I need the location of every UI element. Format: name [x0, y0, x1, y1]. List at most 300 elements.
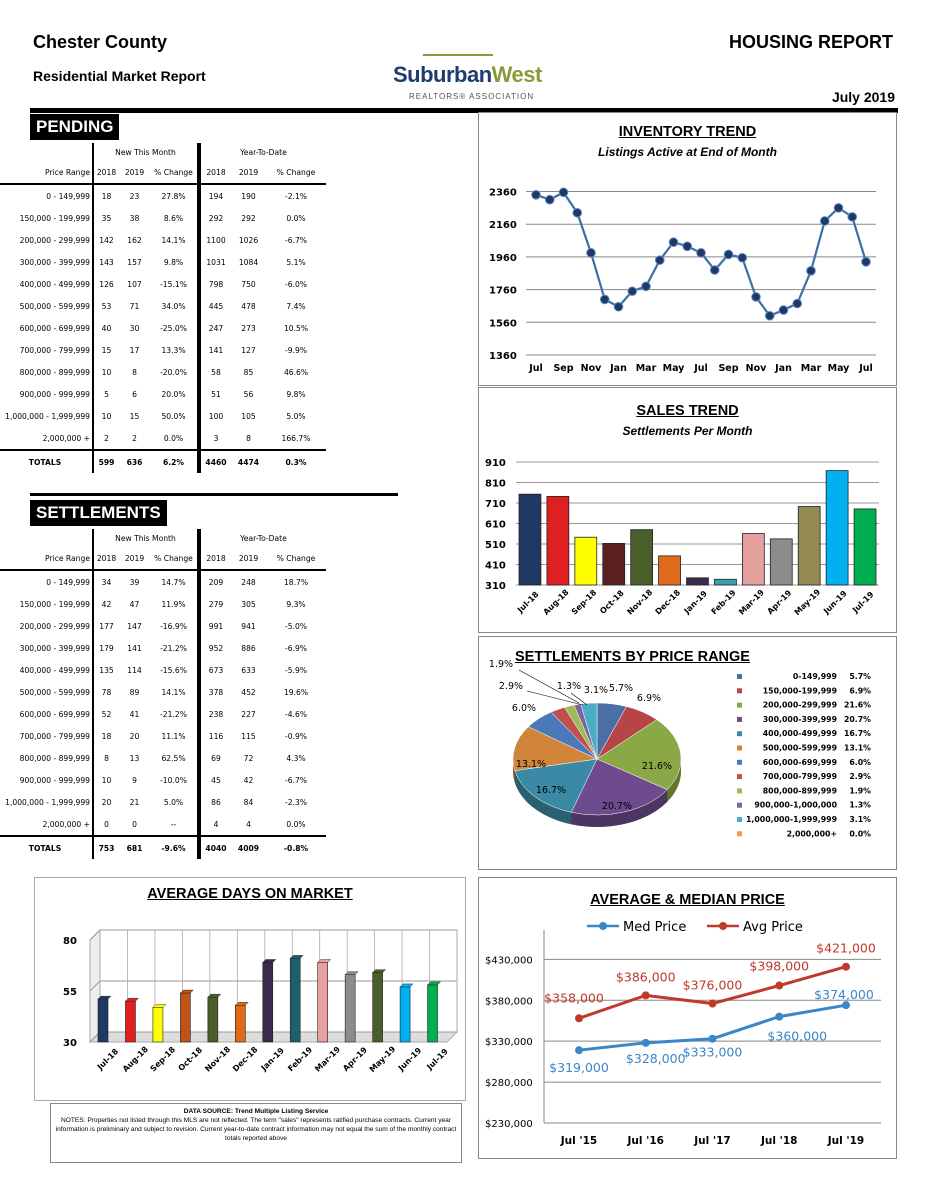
- table-cell: 9.8%: [163, 257, 184, 267]
- column-header: 2018: [199, 547, 231, 570]
- pie-value-label: 5.7%: [608, 683, 634, 694]
- table-cell: 18: [93, 725, 119, 747]
- pie-value-label: 6.9%: [636, 693, 662, 704]
- table-row: [0, 383, 326, 405]
- table-cell: 3: [199, 427, 231, 450]
- table-cell: 700,000 - 799,999: [19, 345, 90, 355]
- table-cell: 11.9%: [161, 599, 186, 609]
- table-cell: 14.1%: [161, 235, 186, 245]
- totals-row: [0, 836, 326, 859]
- x-tick-label: Mar: [635, 363, 657, 374]
- legend-label: 1,000,000-1,999,999: [745, 815, 837, 824]
- table-cell: 4.3%: [286, 753, 306, 763]
- table-row: [0, 207, 326, 229]
- table-cell: 10: [93, 769, 119, 791]
- totals-cell: 6.2%: [150, 450, 199, 473]
- table-cell: -15.6%: [160, 665, 187, 675]
- x-tick-label: Jul '15: [560, 1135, 598, 1147]
- bar: [373, 973, 383, 1042]
- x-tick-label: Nov: [745, 363, 767, 374]
- table-cell: 14.7%: [161, 577, 186, 587]
- x-tick-label: Jul: [694, 363, 708, 374]
- pie-value-label: 16.7%: [535, 785, 567, 796]
- table-cell: 116: [199, 725, 231, 747]
- table-cell: 5: [93, 383, 119, 405]
- column-header: % Change: [266, 547, 326, 570]
- data-label: $360,000: [767, 1028, 828, 1044]
- data-point: [642, 991, 650, 999]
- table-cell: 23: [129, 191, 140, 201]
- table-cell: 600,000 - 699,999: [19, 323, 90, 333]
- y-tick-label: $230,000: [485, 1119, 533, 1130]
- x-tick-label: Aug-18: [120, 1044, 150, 1074]
- table-cell: 10.5%: [283, 323, 309, 333]
- data-point: [709, 1035, 717, 1043]
- table-cell: 8: [246, 433, 251, 443]
- inventory-trend-title: INVENTORY TREND: [618, 124, 757, 140]
- totals-cell: 636: [119, 450, 150, 473]
- pie-value-label: 1.3%: [556, 681, 582, 692]
- table-cell: -2.3%: [284, 797, 308, 807]
- data-point: [669, 238, 678, 247]
- group-ytd-header: Year-To-Date: [199, 529, 326, 547]
- table-cell: 141: [199, 339, 231, 361]
- x-tick-label: Jan-19: [259, 1045, 287, 1073]
- data-point: [848, 213, 857, 222]
- x-tick-label: Jan: [610, 363, 627, 374]
- notes-box: [50, 1103, 462, 1163]
- x-tick-label: Jul-18: [95, 1046, 121, 1072]
- legend-label: 2,000,000+: [786, 829, 837, 839]
- county-title: Chester County: [33, 32, 168, 52]
- data-point: [793, 299, 802, 308]
- table-row: [0, 427, 326, 450]
- table-cell: 0: [132, 819, 137, 829]
- table-cell: 500,000 - 599,999: [19, 301, 90, 311]
- table-cell: 2,000,000 +: [42, 819, 90, 829]
- table-cell: 4: [199, 813, 231, 836]
- x-tick-label: May-19: [367, 1044, 398, 1075]
- data-point: [710, 266, 719, 275]
- days-on-market-panel: [34, 877, 466, 1101]
- table-cell: 2,000,000 +: [42, 433, 90, 443]
- data-point: [683, 242, 692, 251]
- table-cell: 900,000 - 999,999: [19, 775, 90, 785]
- table-cell: 800,000 - 899,999: [19, 753, 90, 763]
- table-cell: 1,000,000 - 1,999,999: [5, 797, 90, 807]
- table-cell: 1026: [238, 235, 259, 245]
- pie-value-label: 2.9%: [498, 681, 524, 692]
- table-cell: 600,000 - 699,999: [19, 709, 90, 719]
- x-tick-label: May-19: [792, 587, 823, 618]
- data-label: $333,000: [682, 1044, 743, 1060]
- legend-label: 900,000-1,000,000: [754, 800, 837, 810]
- y-tick-label: 810: [485, 478, 506, 490]
- data-label: $374,000: [814, 987, 874, 1003]
- table-cell: 209: [199, 570, 231, 593]
- bar: [742, 534, 764, 585]
- table-row: [0, 747, 326, 769]
- table-cell: 114: [127, 665, 142, 675]
- x-tick-label: Nov-18: [203, 1044, 233, 1074]
- table-cell: 69: [199, 747, 231, 769]
- data-label: $386,000: [615, 969, 676, 985]
- data-label: $421,000: [816, 940, 876, 956]
- table-cell: -2.1%: [284, 191, 308, 201]
- legend-label: Med Price: [623, 920, 687, 935]
- table-cell: 27.8%: [161, 191, 186, 201]
- bar: [263, 962, 273, 1042]
- table-cell: 78: [93, 681, 119, 703]
- table-cell: 142: [93, 229, 119, 251]
- sales-trend-panel: [478, 387, 897, 633]
- table-row: [0, 813, 326, 836]
- table-cell: 71: [129, 301, 140, 311]
- bar: [235, 1005, 245, 1042]
- legend-value: 5.7%: [849, 672, 871, 681]
- table-cell: 378: [199, 681, 231, 703]
- x-tick-label: Jul: [859, 363, 873, 374]
- x-tick-label: Jul-19: [425, 1046, 450, 1072]
- price-range-chart: [479, 637, 896, 869]
- legend-label: 150,000-199,999: [762, 686, 837, 696]
- table-cell: 34.0%: [161, 301, 186, 311]
- settlements-title: SETTLEMENTS: [30, 500, 167, 526]
- table-cell: 500,000 - 599,999: [19, 687, 90, 697]
- data-point: [842, 1001, 850, 1009]
- totals-cell: 599: [93, 450, 119, 473]
- y-tick-label: 1960: [489, 252, 517, 264]
- bar: [290, 958, 300, 1042]
- table-cell: -5.0%: [284, 621, 308, 631]
- data-point: [600, 295, 609, 304]
- table-cell: 107: [127, 279, 142, 289]
- data-point: [820, 217, 829, 226]
- table-cell: 952: [199, 637, 231, 659]
- table-cell: 18.7%: [283, 577, 309, 587]
- data-point: [862, 258, 871, 267]
- settlements-rule: [30, 493, 398, 496]
- table-cell: 52: [93, 703, 119, 725]
- column-header: Price Range: [0, 161, 93, 184]
- association-logo: [393, 62, 563, 106]
- data-label: $358,000: [544, 990, 604, 1006]
- column-header: % Change: [266, 161, 326, 184]
- data-point: [587, 249, 596, 258]
- empty-cell: [0, 143, 93, 161]
- data-point: [775, 1013, 783, 1021]
- data-point: [614, 302, 623, 311]
- days-on-market-chart: [35, 878, 465, 1100]
- legend-swatch: [737, 774, 742, 779]
- table-cell: 9: [132, 775, 137, 785]
- price-range-title: SETTLEMENTS BY PRICE RANGE: [515, 649, 750, 665]
- table-cell: 1,000,000 - 1,999,999: [5, 411, 90, 421]
- x-tick-label: Apr-19: [341, 1045, 370, 1074]
- column-header: 2019: [119, 547, 150, 570]
- pending-table: [0, 143, 326, 473]
- table-cell: 20: [93, 791, 119, 813]
- days-on-market-title: AVERAGE DAYS ON MARKET: [147, 886, 353, 902]
- data-point: [775, 982, 783, 990]
- data-point: [532, 191, 541, 200]
- legend-label: Avg Price: [743, 920, 803, 935]
- table-cell: -6.9%: [284, 643, 308, 653]
- data-point: [642, 1039, 650, 1047]
- table-cell: 166.7%: [281, 433, 311, 443]
- x-tick-label: Jun-19: [821, 588, 849, 616]
- bar: [547, 496, 569, 585]
- table-cell: 135: [93, 659, 119, 681]
- data-point: [573, 208, 582, 217]
- table-cell: 800,000 - 899,999: [19, 367, 90, 377]
- bar: [770, 539, 792, 585]
- table-row: [0, 659, 326, 681]
- bar: [575, 537, 597, 585]
- table-cell: 150,000 - 199,999: [19, 599, 90, 609]
- table-cell: 89: [129, 687, 140, 697]
- y-tick-label: $380,000: [485, 996, 533, 1008]
- x-tick-label: Feb-19: [286, 1045, 315, 1074]
- table-row: [0, 769, 326, 791]
- table-cell: 200,000 - 299,999: [19, 235, 90, 245]
- inventory-trend-subtitle: Listings Active at End of Month: [598, 145, 777, 159]
- column-header: 2019: [231, 547, 266, 570]
- x-tick-label: Jan-19: [682, 588, 710, 616]
- table-cell: 0.0%: [286, 213, 306, 223]
- table-cell: --: [170, 819, 177, 829]
- table-cell: 9.8%: [286, 389, 306, 399]
- table-row: [0, 637, 326, 659]
- table-cell: 86: [199, 791, 231, 813]
- table-cell: -21.2%: [160, 643, 187, 653]
- legend-label: 800,000-899,999: [762, 786, 837, 796]
- legend-swatch: [737, 717, 742, 722]
- y-tick-label: 710: [485, 499, 506, 510]
- sales-trend-title: SALES TREND: [636, 403, 739, 419]
- x-tick-label: Dec-18: [231, 1044, 260, 1074]
- table-cell: 4: [246, 819, 251, 829]
- table-cell: -6.7%: [284, 235, 308, 245]
- price-range-panel: [478, 636, 897, 870]
- data-point: [779, 306, 788, 315]
- table-cell: 50.0%: [161, 411, 186, 421]
- table-cell: 13.3%: [161, 345, 186, 355]
- pie-value-label: 6.0%: [511, 703, 537, 714]
- table-cell: 190: [241, 191, 256, 201]
- data-point: [655, 256, 664, 265]
- table-cell: 941: [241, 621, 256, 631]
- table-cell: 51: [199, 383, 231, 405]
- table-cell: 150,000 - 199,999: [19, 213, 90, 223]
- column-header: 2018: [199, 161, 231, 184]
- y-tick-label: 410: [485, 560, 506, 572]
- table-cell: 84: [243, 797, 254, 807]
- x-tick-label: Jul '18: [761, 1135, 798, 1147]
- table-cell: 56: [243, 389, 254, 399]
- y-tick-label: $430,000: [485, 955, 533, 967]
- table-cell: 886: [241, 643, 256, 653]
- bar: [153, 1007, 163, 1042]
- column-header: 2018: [93, 161, 119, 184]
- pie-value-label: 21.6%: [641, 761, 673, 772]
- table-cell: 750: [241, 279, 256, 289]
- table-cell: 62.5%: [161, 753, 186, 763]
- table-cell: 13: [129, 753, 140, 763]
- table-cell: 38: [129, 213, 140, 223]
- table-cell: 141: [127, 643, 142, 653]
- bar: [345, 975, 355, 1042]
- legend-marker: [719, 922, 727, 930]
- data-point: [545, 195, 554, 204]
- data-point: [642, 282, 651, 291]
- table-cell: 292: [199, 207, 231, 229]
- table-row: [0, 184, 326, 207]
- table-cell: 85: [243, 367, 254, 377]
- table-cell: -6.0%: [284, 279, 308, 289]
- table-cell: 8: [132, 367, 137, 377]
- x-tick-label: Mar-19: [737, 587, 766, 617]
- table-cell: 305: [241, 599, 256, 609]
- table-cell: 247: [199, 317, 231, 339]
- bar: [603, 543, 625, 585]
- table-cell: 248: [241, 577, 256, 587]
- table-row: [0, 361, 326, 383]
- pie-value-label: 3.1%: [583, 685, 609, 696]
- data-point: [575, 1046, 583, 1054]
- data-label: $398,000: [749, 958, 810, 974]
- y-tick-label: 2360: [489, 187, 517, 199]
- table-cell: 126: [93, 273, 119, 295]
- table-cell: 400,000 - 499,999: [19, 665, 90, 675]
- table-cell: 42: [93, 593, 119, 615]
- table-cell: -16.9%: [160, 621, 187, 631]
- table-row: [0, 339, 326, 361]
- legend-swatch: [737, 788, 742, 793]
- x-tick-label: Apr-19: [765, 588, 794, 617]
- table-cell: 30: [129, 323, 140, 333]
- table-cell: 0 - 149,999: [46, 577, 90, 587]
- table-cell: 179: [93, 637, 119, 659]
- bar: [180, 993, 190, 1042]
- table-row: [0, 725, 326, 747]
- x-tick-label: Jun-19: [396, 1045, 424, 1073]
- legend-label: 600,000-699,999: [762, 757, 837, 767]
- legend-value: 1.9%: [849, 786, 871, 796]
- table-cell: 35: [93, 207, 119, 229]
- legend-value: 3.1%: [849, 815, 871, 824]
- table-cell: 0: [93, 813, 119, 836]
- column-header: % Change: [150, 547, 199, 570]
- table-cell: 21: [129, 797, 140, 807]
- table-cell: 40: [93, 317, 119, 339]
- legend-value: 20.7%: [843, 714, 871, 724]
- table-cell: 15: [93, 339, 119, 361]
- table-cell: 58: [199, 361, 231, 383]
- x-tick-label: Sep-18: [569, 587, 599, 617]
- legend-value: 21.6%: [843, 700, 871, 710]
- table-row: [0, 295, 326, 317]
- bar: [318, 962, 328, 1042]
- y-tick-label: 30: [63, 1038, 77, 1049]
- table-cell: 7.4%: [286, 301, 306, 311]
- data-point: [575, 1014, 583, 1022]
- group-new-header: New This Month: [93, 143, 199, 161]
- table-cell: 673: [199, 659, 231, 681]
- totals-cell: 0.3%: [266, 450, 326, 473]
- x-tick-label: Oct-18: [176, 1045, 205, 1073]
- table-cell: 100: [199, 405, 231, 427]
- table-cell: 147: [127, 621, 142, 631]
- y-tick-label: $280,000: [485, 1078, 533, 1090]
- column-header: 2018: [93, 547, 119, 570]
- table-cell: 46.6%: [283, 367, 309, 377]
- x-tick-label: Mar: [800, 363, 822, 374]
- bar: [798, 506, 820, 585]
- group-new-header: New This Month: [93, 529, 199, 547]
- x-tick-label: Jul '17: [694, 1135, 731, 1147]
- table-cell: 194: [199, 184, 231, 207]
- legend-swatch: [737, 803, 742, 808]
- x-tick-label: Jul '19: [827, 1135, 865, 1147]
- y-tick-label: 510: [485, 540, 506, 551]
- column-header: 2019: [231, 161, 266, 184]
- table-row: [0, 703, 326, 725]
- pie-value-label: 20.7%: [601, 801, 633, 812]
- table-cell: -0.9%: [284, 731, 308, 741]
- table-cell: 991: [199, 615, 231, 637]
- table-cell: -9.9%: [284, 345, 308, 355]
- column-header: % Change: [150, 161, 199, 184]
- table-cell: 227: [241, 709, 256, 719]
- table-cell: 10: [93, 361, 119, 383]
- data-point: [709, 1000, 717, 1008]
- data-point: [559, 188, 568, 197]
- totals-cell: 4009: [231, 836, 266, 859]
- table-cell: 452: [241, 687, 256, 697]
- legend-label: 400,000-499,999: [762, 729, 837, 739]
- legend-swatch: [737, 760, 742, 765]
- bar: [687, 578, 709, 585]
- totals-cell: 4474: [231, 450, 266, 473]
- bar: [98, 999, 108, 1042]
- totals-cell: -9.6%: [150, 836, 199, 859]
- table-cell: 20: [129, 731, 140, 741]
- totals-row: [0, 450, 326, 473]
- table-cell: 9.3%: [286, 599, 306, 609]
- y-tick-label: 610: [485, 519, 506, 531]
- table-cell: 1031: [199, 251, 231, 273]
- totals-cell: TOTALS: [0, 836, 93, 859]
- table-cell: 17: [129, 345, 140, 355]
- y-tick-label: 1760: [489, 285, 517, 297]
- totals-cell: -0.8%: [266, 836, 326, 859]
- y-tick-label: 910: [485, 458, 506, 469]
- y-tick-label: 2160: [489, 220, 517, 232]
- bar: [631, 530, 653, 585]
- table-cell: 478: [241, 301, 256, 311]
- table-cell: -25.0%: [160, 323, 187, 333]
- table-cell: 20.0%: [161, 389, 186, 399]
- table-row: [0, 251, 326, 273]
- bar: [208, 997, 218, 1042]
- logo-word-a: Suburban: [393, 62, 492, 87]
- data-point: [697, 249, 706, 258]
- x-tick-label: May: [827, 363, 850, 374]
- sales-trend-chart: [479, 388, 896, 632]
- table-cell: -15.1%: [160, 279, 187, 289]
- data-point: [752, 293, 761, 302]
